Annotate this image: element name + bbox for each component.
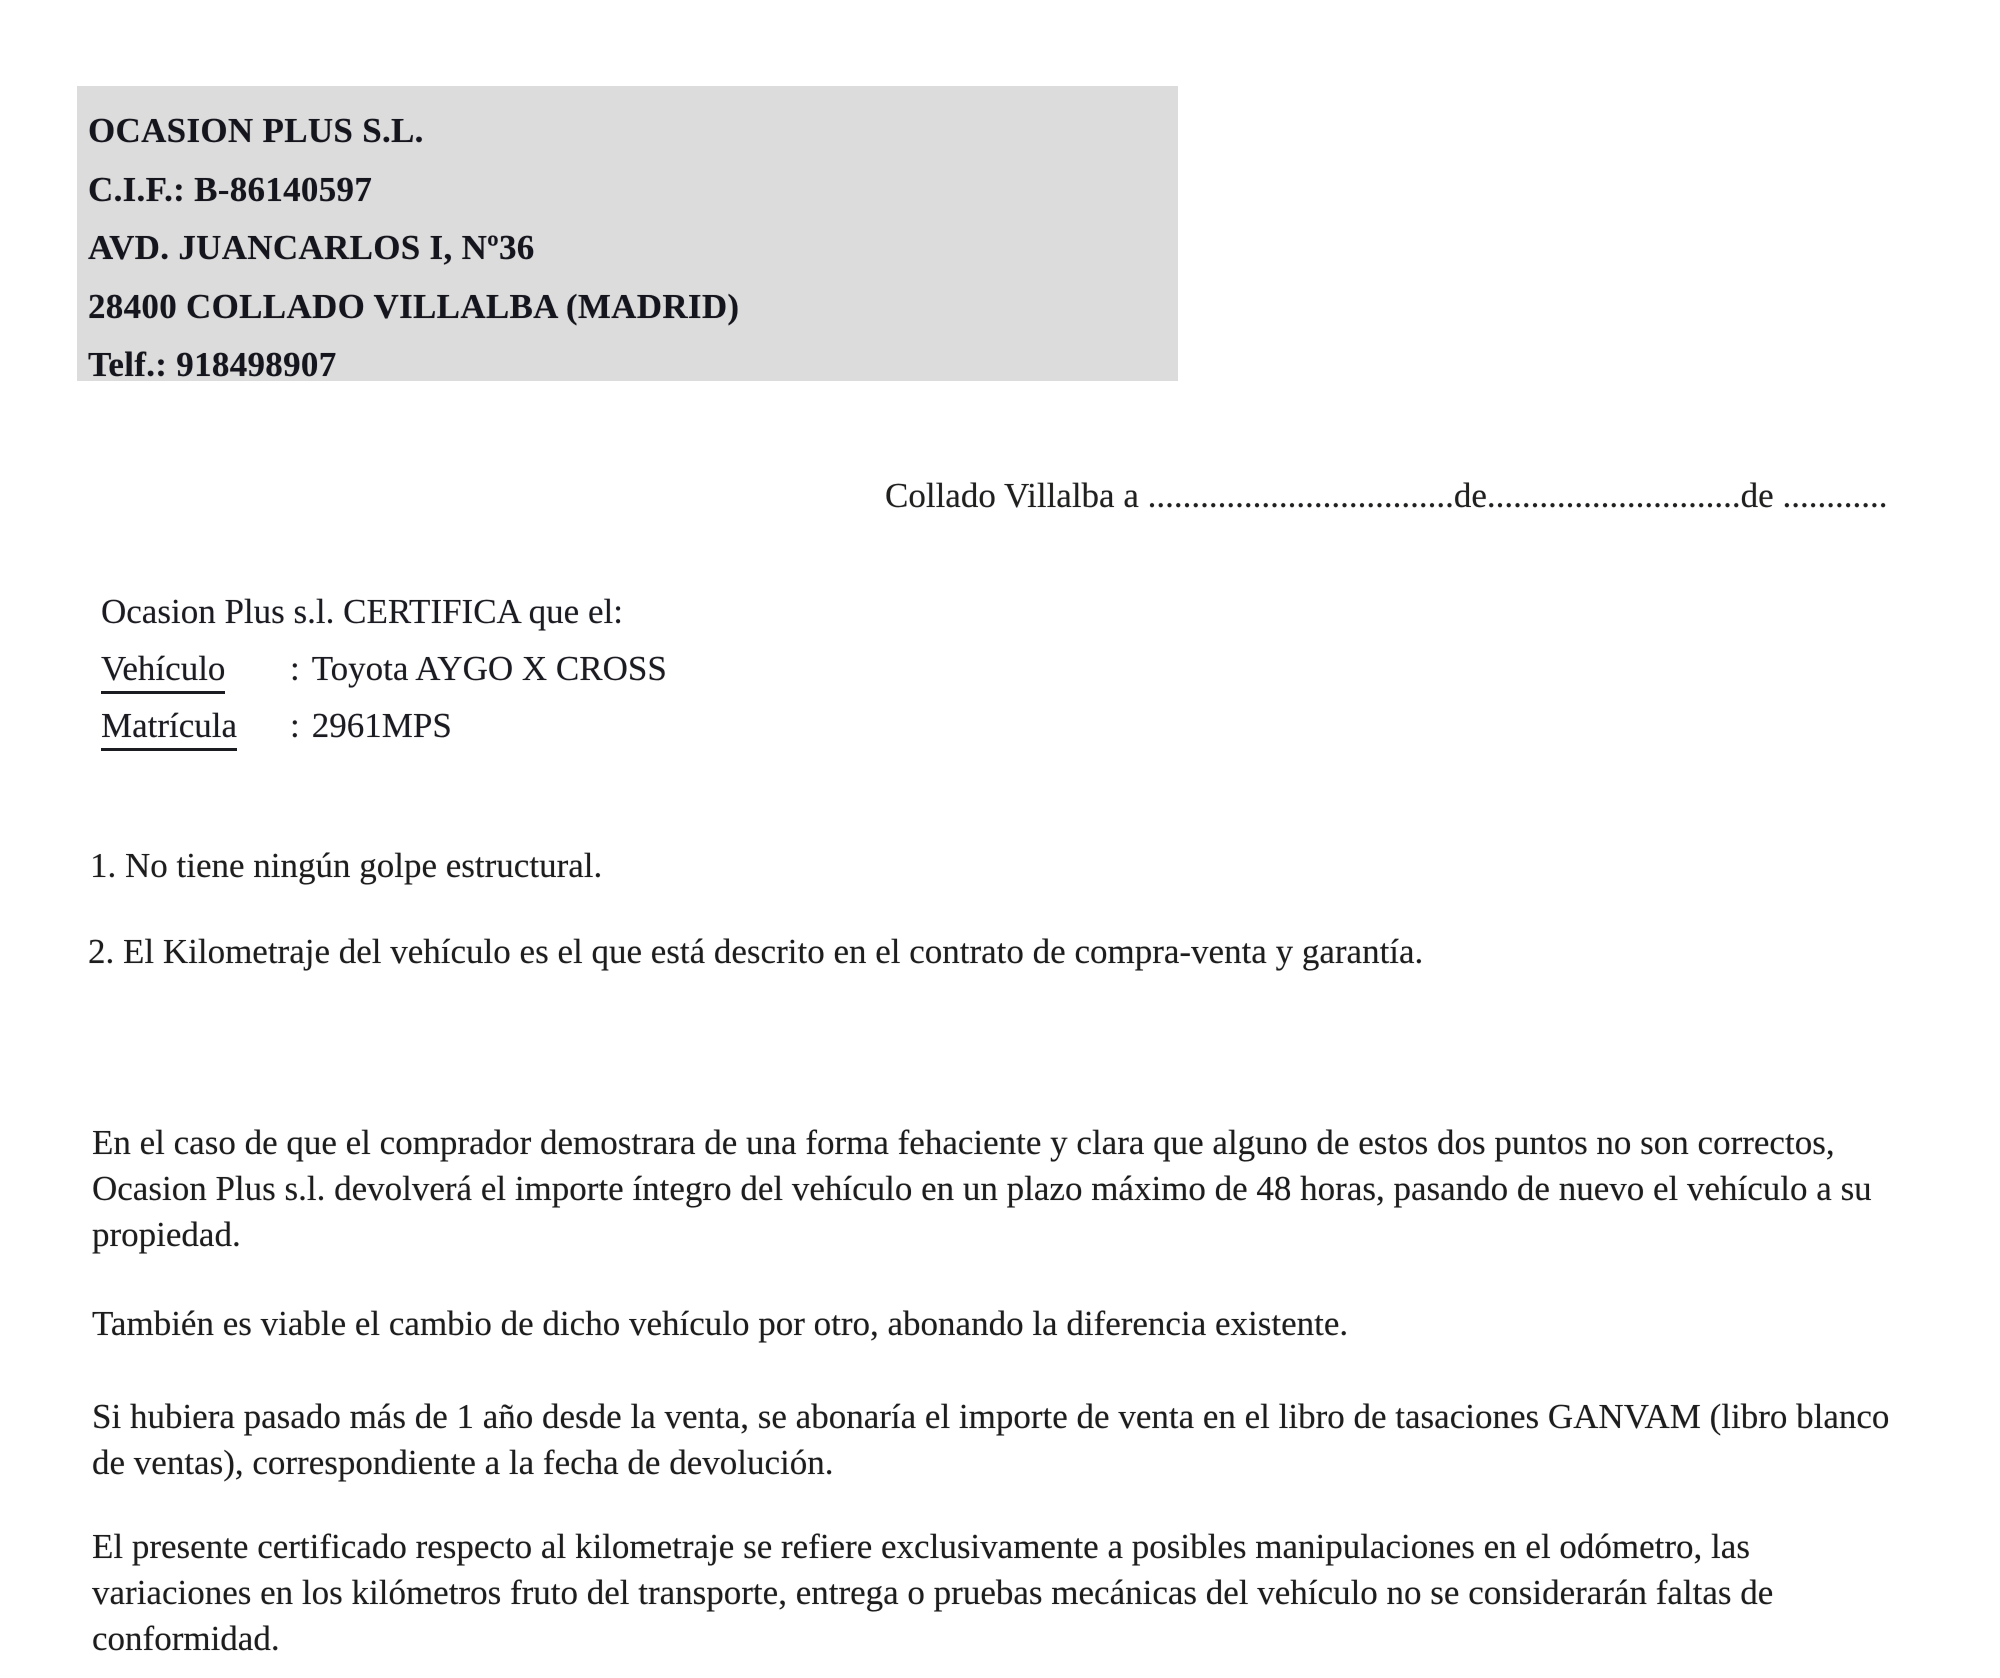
company-city: 28400 COLLADO VILLALBA (MADRID) (88, 286, 740, 326)
vehicle-field-value: Toyota AYGO X CROSS (311, 649, 667, 688)
plate-field-row (101, 697, 667, 754)
date-line: Collado Villalba a ...................................de.............................de ............ (885, 476, 1888, 515)
paragraph-ganvam-valuation: Si hubiera pasado más de 1 año desde la venta, se abonaría el importe de venta en el libro de tasaciones GANVAM (libro blanco de ventas), correspondiente a la fecha de devolución. (92, 1397, 1890, 1482)
plate-field-label: Matrícula (101, 705, 237, 751)
vehicle-field-row (101, 640, 667, 697)
certification-block (101, 583, 667, 754)
company-name: OCASION PLUS S.L. (88, 111, 424, 150)
paragraph-refund-condition: En el caso de que el comprador demostrara de una forma fehaciente y clara que alguno de estos dos puntos no son correctos, Ocasion Plus s.l. devolverá el importe íntegro del vehículo en un plazo máximo de 48 horas, pasando de nuevo el vehículo a su propiedad. (92, 1123, 1872, 1254)
vehicle-field-separator: : (290, 649, 300, 688)
certified-point-2: 2. El Kilometraje del vehículo es el que está descrito en el contrato de compra-venta y garantía. (88, 932, 1424, 971)
vehicle-field-label: Vehículo (101, 648, 225, 694)
plate-field-value: 2961MPS (311, 706, 452, 745)
certification-intro: Ocasion Plus s.l. CERTIFICA que el: (101, 592, 623, 631)
plate-field-label-box (101, 697, 290, 754)
company-phone: Telf.: 918498907 (88, 345, 337, 384)
vehicle-field-label-box (101, 640, 290, 697)
company-cif: C.I.F.: B-86140597 (88, 169, 373, 209)
company-address: AVD. JUANCARLOS I, Nº36 (88, 228, 535, 267)
paragraph-exchange-option: También es viable el cambio de dicho vehículo por otro, abonando la diferencia existente. (92, 1304, 1349, 1343)
certified-point-1: 1. No tiene ningún golpe estructural. (90, 846, 603, 885)
plate-field-separator: : (290, 706, 300, 745)
company-header-block (77, 86, 1178, 384)
paragraph-odometer-disclaimer: El presente certificado respecto al kilometraje se refiere exclusivamente a posibles manipulaciones en el odómetro, las variaciones en los kilómetros fruto del transporte, entrega o pruebas mecánicas del vehículo no se considerarán faltas de conformidad. (92, 1527, 1774, 1658)
